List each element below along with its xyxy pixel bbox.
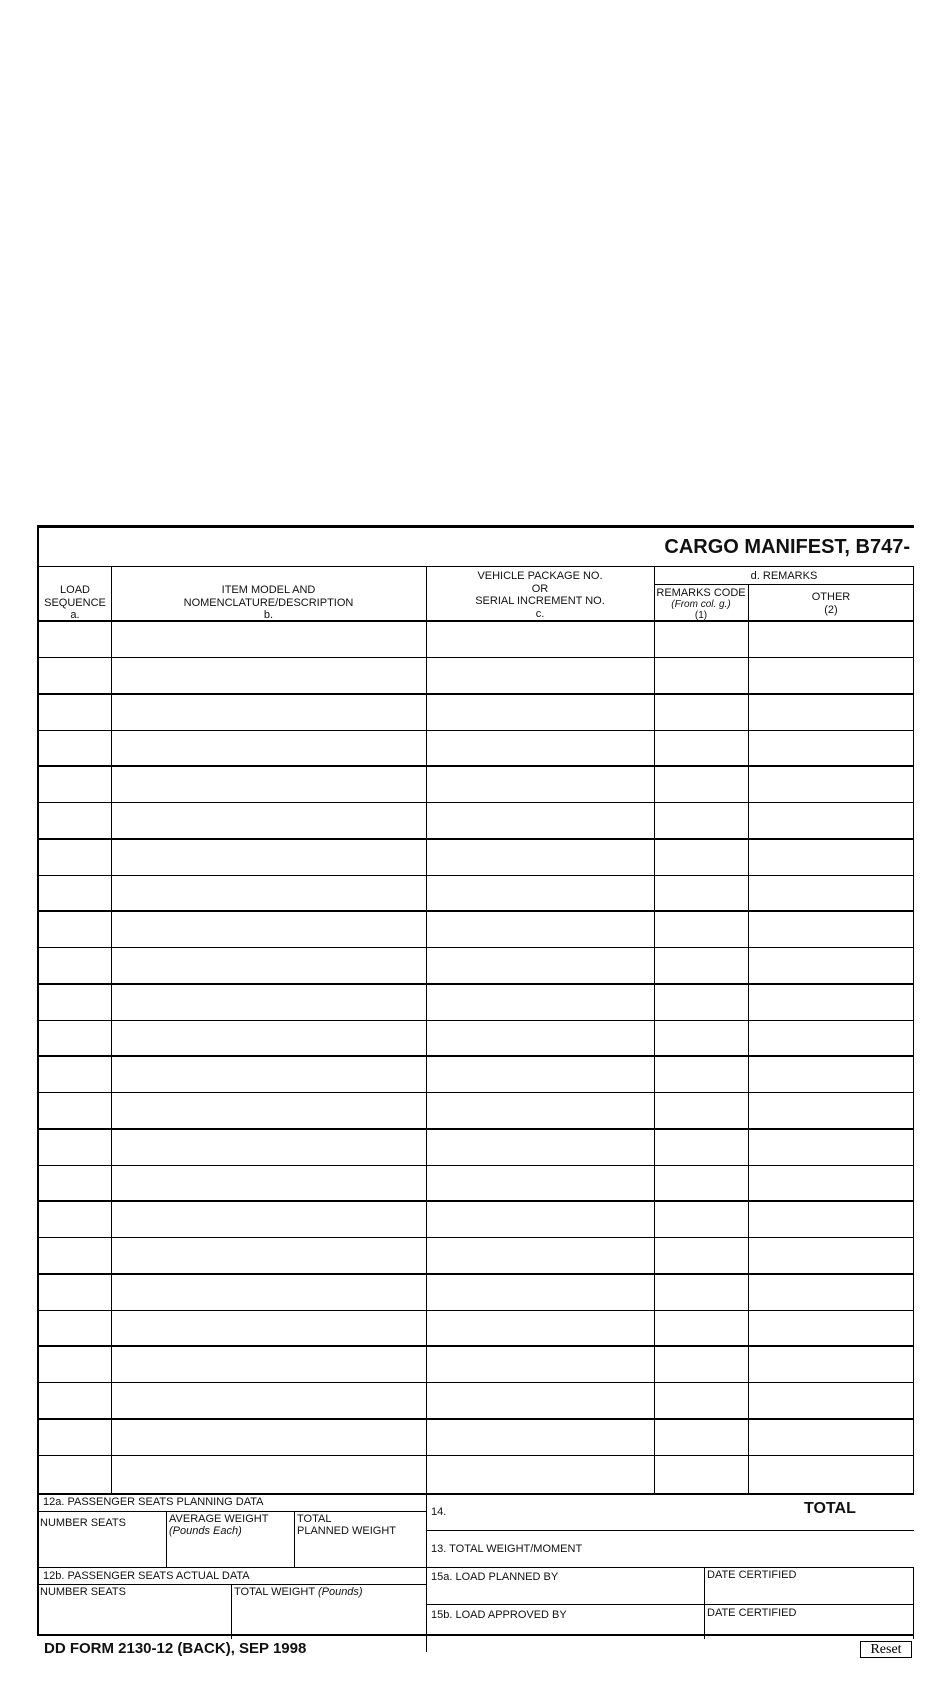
load-sequence-cell[interactable] (39, 657, 111, 693)
remarks-other-cell[interactable] (748, 984, 914, 1020)
load-sequence-cell[interactable] (39, 802, 111, 838)
remarks-other-cell[interactable] (748, 1129, 914, 1165)
remarks-code-cell[interactable] (654, 657, 748, 693)
load-sequence-cell[interactable] (39, 1419, 111, 1455)
load-sequence-cell[interactable] (39, 1092, 111, 1128)
serial-increment-cell[interactable] (426, 657, 654, 693)
table-row (39, 839, 914, 875)
total-label: TOTAL (804, 1500, 856, 1517)
remarks-other-cell[interactable] (748, 1092, 914, 1128)
item-description-cell[interactable] (111, 947, 426, 983)
item-description-cell[interactable] (111, 802, 426, 838)
serial-increment-cell[interactable] (426, 1092, 654, 1128)
serial-increment-cell[interactable] (426, 1382, 654, 1418)
remarks-code-cell[interactable] (654, 1020, 748, 1056)
item-description-cell[interactable] (111, 1310, 426, 1346)
item-15a-label: 15a. LOAD PLANNED BY (431, 1571, 559, 1583)
row-rule (39, 1382, 914, 1383)
row-rule (39, 1237, 914, 1238)
remarks-code-cell[interactable] (654, 766, 748, 802)
remarks-other-cell[interactable] (748, 1346, 914, 1382)
item-description-cell[interactable] (111, 1092, 426, 1128)
remarks-other-cell[interactable] (748, 766, 914, 802)
remarks-other-cell[interactable] (748, 1310, 914, 1346)
table-row (39, 1274, 914, 1310)
row-rule (39, 1092, 914, 1093)
number-seats-planning-label: NUMBER SEATS (40, 1517, 126, 1529)
row-rule (39, 1020, 914, 1021)
item-description-cell[interactable] (111, 1455, 426, 1491)
remarks-code-cell[interactable] (654, 1165, 748, 1201)
load-sequence-cell[interactable] (39, 911, 111, 947)
serial-increment-cell[interactable] (426, 1455, 654, 1491)
serial-increment-cell[interactable] (426, 1346, 654, 1382)
row-rule (39, 910, 914, 912)
load-sequence-cell[interactable] (39, 1274, 111, 1310)
remarks-code-cell[interactable] (654, 1237, 748, 1273)
row-rule (39, 983, 914, 985)
item-description-cell[interactable] (111, 911, 426, 947)
row-rule (39, 765, 914, 767)
remarks-code-cell[interactable] (654, 984, 748, 1020)
serial-increment-cell[interactable] (426, 1056, 654, 1092)
row-rule (39, 947, 914, 948)
remarks-other-cell[interactable] (748, 1419, 914, 1455)
row-rule (39, 1165, 914, 1166)
load-sequence-cell[interactable] (39, 1237, 111, 1273)
date-certified-divider (704, 1567, 705, 1639)
load-sequence-cell[interactable] (39, 1310, 111, 1346)
serial-increment-cell[interactable] (426, 1310, 654, 1346)
rows-bottom-rule (39, 1493, 914, 1495)
row-rule (39, 730, 914, 731)
remarks-code-cell[interactable] (654, 1092, 748, 1128)
load-sequence-cell[interactable] (39, 1346, 111, 1382)
remarks-other-cell[interactable] (748, 875, 914, 911)
item-description-cell[interactable] (111, 875, 426, 911)
item-description-cell[interactable] (111, 984, 426, 1020)
remarks-other-cell[interactable] (748, 1237, 914, 1273)
row-rule (39, 1418, 914, 1420)
serial-increment-cell[interactable] (426, 1419, 654, 1455)
col-b-header: ITEM MODEL AND NOMENCLATURE/DESCRIPTION b. (183, 584, 354, 621)
lower-right-border (913, 1567, 914, 1639)
row-rule (39, 1128, 914, 1130)
serial-increment-cell[interactable] (426, 1020, 654, 1056)
table-row (39, 1382, 914, 1418)
average-weight-field[interactable] (166, 1528, 294, 1567)
number-seats-actual-label: NUMBER SEATS (40, 1586, 126, 1598)
item-14-field[interactable] (459, 1496, 789, 1528)
item-description-cell[interactable] (111, 1165, 426, 1201)
serial-increment-cell[interactable] (426, 621, 654, 657)
col-d2-header: OTHER (2) (811, 591, 851, 616)
remarks-other-cell[interactable] (748, 1455, 914, 1491)
load-sequence-cell[interactable] (39, 947, 111, 983)
remarks-code-cell[interactable] (654, 1056, 748, 1092)
remarks-other-cell[interactable] (748, 947, 914, 983)
table-row (39, 657, 914, 693)
item-description-cell[interactable] (111, 694, 426, 730)
remarks-code-cell[interactable] (654, 802, 748, 838)
remarks-other-cell[interactable] (748, 1201, 914, 1237)
row-rule (39, 1273, 914, 1275)
section-12b-top-rule (39, 1567, 914, 1568)
serial-increment-cell[interactable] (426, 802, 654, 838)
load-sequence-cell[interactable] (39, 766, 111, 802)
date-certified-a-label: DATE CERTIFIED (707, 1569, 797, 1581)
remarks-other-cell[interactable] (748, 730, 914, 766)
remarks-code-cell[interactable] (654, 1346, 748, 1382)
remarks-code-cell[interactable] (654, 947, 748, 983)
remarks-code-cell[interactable] (654, 1310, 748, 1346)
serial-increment-cell[interactable] (426, 1237, 654, 1273)
remarks-code-cell[interactable] (654, 730, 748, 766)
date-certified-b-label: DATE CERTIFIED (707, 1607, 797, 1619)
load-sequence-cell[interactable] (39, 984, 111, 1020)
item-14-rule (426, 1530, 914, 1531)
item-description-cell[interactable] (111, 1237, 426, 1273)
remarks-code-cell[interactable] (654, 1129, 748, 1165)
table-row (39, 1056, 914, 1092)
table-row (39, 1020, 914, 1056)
form-identifier: DD FORM 2130-12 (BACK), SEP 1998 (44, 1640, 307, 1657)
remarks-code-cell[interactable] (654, 621, 748, 657)
total-weight-actual-label: TOTAL WEIGHT (Pounds) (234, 1586, 363, 1598)
item-15-rule (426, 1604, 914, 1605)
table-row (39, 1237, 914, 1273)
item-14-label: 14. (431, 1506, 447, 1518)
row-rule (39, 1200, 914, 1202)
remarks-other-cell[interactable] (748, 694, 914, 730)
total-planned-weight-label: TOTAL PLANNED WEIGHT (297, 1513, 397, 1537)
load-sequence-cell[interactable] (39, 875, 111, 911)
row-rule (39, 1345, 914, 1347)
remarks-other-cell[interactable] (748, 1382, 914, 1418)
cargo-manifest-form (37, 525, 914, 1636)
item-description-cell[interactable] (111, 1129, 426, 1165)
remarks-sub-rule (654, 584, 914, 585)
remarks-other-cell[interactable] (748, 1274, 914, 1310)
serial-increment-cell[interactable] (426, 911, 654, 947)
remarks-code-cell[interactable] (654, 875, 748, 911)
item-description-cell[interactable] (111, 1346, 426, 1382)
total-planned-weight-field[interactable] (294, 1528, 426, 1567)
item-description-cell[interactable] (111, 839, 426, 875)
serial-increment-cell[interactable] (426, 984, 654, 1020)
item-description-cell[interactable] (111, 1020, 426, 1056)
load-sequence-cell[interactable] (39, 1165, 111, 1201)
table-row (39, 875, 914, 911)
table-row (39, 1201, 914, 1237)
item-13-label: 13. TOTAL WEIGHT/MOMENT (431, 1543, 583, 1555)
remarks-other-cell[interactable] (748, 657, 914, 693)
serial-increment-cell[interactable] (426, 875, 654, 911)
row-rule (39, 1455, 914, 1456)
number-seats-planning-field[interactable] (39, 1528, 166, 1567)
remarks-code-cell[interactable] (654, 911, 748, 947)
row-rule (39, 1055, 914, 1057)
table-row (39, 621, 914, 657)
serial-increment-cell[interactable] (426, 1274, 654, 1310)
load-approved-by-field[interactable] (431, 1621, 701, 1637)
number-seats-actual-field[interactable] (39, 1600, 231, 1637)
row-rule (39, 693, 914, 695)
col-a-header: LOAD SEQUENCE a. (44, 584, 106, 621)
table-row (39, 1455, 914, 1491)
row-rule (39, 1310, 914, 1311)
load-sequence-cell[interactable] (39, 1201, 111, 1237)
serial-increment-cell[interactable] (426, 1165, 654, 1201)
remarks-other-cell[interactable] (748, 1056, 914, 1092)
remarks-code-cell[interactable] (654, 1382, 748, 1418)
section-12a-rule (39, 1511, 426, 1512)
table-row (39, 1129, 914, 1165)
item-description-cell[interactable] (111, 1201, 426, 1237)
item-description-cell[interactable] (111, 621, 426, 657)
remarks-other-cell[interactable] (748, 802, 914, 838)
table-row (39, 911, 914, 947)
table-row (39, 1346, 914, 1382)
table-row (39, 694, 914, 730)
form-title: CARGO MANIFEST, B747- (664, 536, 910, 558)
load-planned-by-field[interactable] (431, 1584, 701, 1602)
serial-increment-cell[interactable] (426, 766, 654, 802)
table-row (39, 1310, 914, 1346)
serial-increment-cell[interactable] (426, 694, 654, 730)
col-c-header: VEHICLE PACKAGE NO. OR SERIAL INCREMENT NO. c. (475, 570, 605, 620)
row-rule (39, 657, 914, 658)
item-description-cell[interactable] (111, 1274, 426, 1310)
load-sequence-cell[interactable] (39, 1129, 111, 1165)
remarks-code-cell[interactable] (654, 1455, 748, 1491)
load-sequence-cell[interactable] (39, 1382, 111, 1418)
row-rule (39, 838, 914, 840)
serial-increment-cell[interactable] (426, 730, 654, 766)
serial-increment-cell[interactable] (426, 839, 654, 875)
remarks-code-cell[interactable] (654, 1419, 748, 1455)
row-rule (39, 875, 914, 876)
table-row (39, 947, 914, 983)
load-sequence-cell[interactable] (39, 621, 111, 657)
remarks-code-cell[interactable] (654, 839, 748, 875)
item-description-cell[interactable] (111, 1419, 426, 1455)
remarks-code-cell[interactable] (654, 694, 748, 730)
load-sequence-cell[interactable] (39, 1455, 111, 1491)
item-description-cell[interactable] (111, 1382, 426, 1418)
section-12b-rule (39, 1584, 426, 1585)
header-top-rule (39, 566, 914, 567)
table-row (39, 1165, 914, 1201)
item-description-cell[interactable] (111, 766, 426, 802)
total-weight-moment-field[interactable] (579, 1532, 909, 1566)
average-weight-label: AVERAGE WEIGHT (Pounds Each) (169, 1513, 269, 1537)
table-row (39, 984, 914, 1020)
item-description-cell[interactable] (111, 657, 426, 693)
remarks-other-cell[interactable] (748, 1020, 914, 1056)
table-row (39, 766, 914, 802)
load-sequence-cell[interactable] (39, 1056, 111, 1092)
date-certified-a-field[interactable] (707, 1582, 911, 1602)
load-sequence-cell[interactable] (39, 839, 111, 875)
section-12b-title: 12b. PASSENGER SEATS ACTUAL DATA (43, 1570, 250, 1582)
remarks-code-cell[interactable] (654, 1274, 748, 1310)
load-sequence-cell[interactable] (39, 730, 111, 766)
table-row (39, 1092, 914, 1128)
item-description-cell[interactable] (111, 730, 426, 766)
item-15b-label: 15b. LOAD APPROVED BY (431, 1609, 567, 1621)
col-d-group-header: d. REMARKS (750, 570, 818, 582)
remarks-code-cell[interactable] (654, 1201, 748, 1237)
serial-increment-cell[interactable] (426, 1201, 654, 1237)
row-rule (39, 802, 914, 803)
section-12a-title: 12a. PASSENGER SEATS PLANNING DATA (43, 1496, 264, 1508)
load-sequence-cell[interactable] (39, 1020, 111, 1056)
remarks-other-cell[interactable] (748, 839, 914, 875)
remarks-other-cell[interactable] (748, 621, 914, 657)
table-row (39, 730, 914, 766)
item-description-cell[interactable] (111, 1056, 426, 1092)
col-d1-header: REMARKS CODE (From col. g.) (1) (656, 587, 746, 621)
remarks-other-cell[interactable] (748, 1165, 914, 1201)
serial-increment-cell[interactable] (426, 1129, 654, 1165)
total-weight-actual-field[interactable] (231, 1600, 426, 1637)
load-sequence-cell[interactable] (39, 694, 111, 730)
table-row (39, 1419, 914, 1455)
serial-increment-cell[interactable] (426, 947, 654, 983)
table-row (39, 802, 914, 838)
reset-button[interactable]: Reset (860, 1641, 912, 1658)
date-certified-b-field[interactable] (707, 1619, 911, 1637)
row-rule (39, 620, 914, 622)
remarks-other-cell[interactable] (748, 911, 914, 947)
